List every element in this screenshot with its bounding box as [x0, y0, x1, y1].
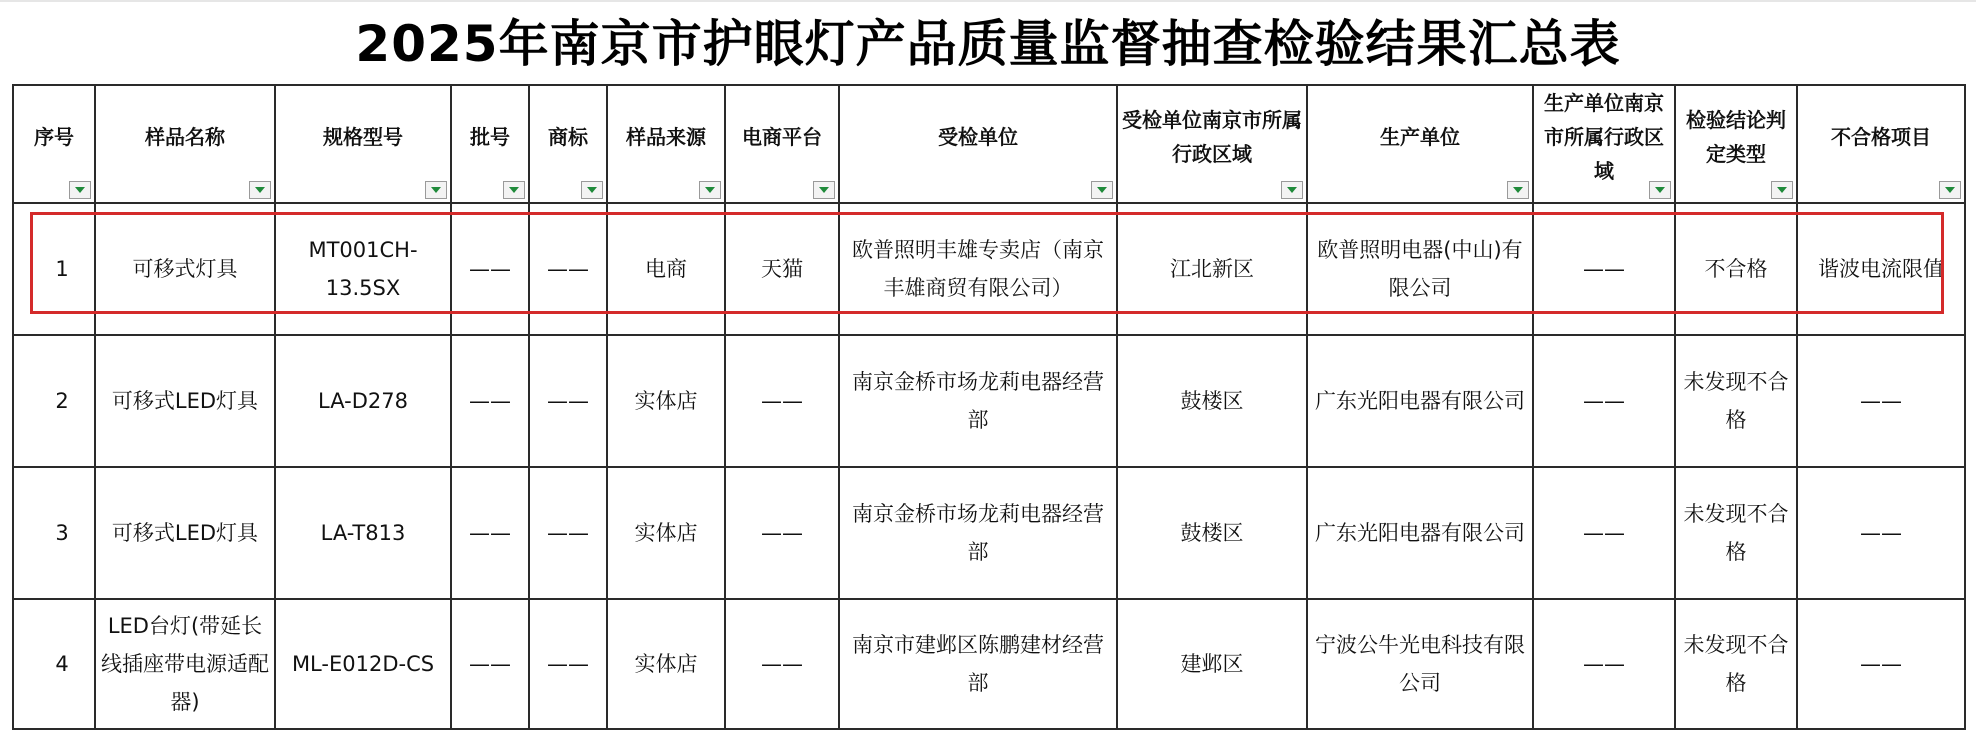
cell-inspected-unit[interactable]: 南京金桥市场龙莉电器经营部 — [839, 467, 1117, 599]
cell-model[interactable]: LA-D278 — [275, 335, 451, 467]
cell-index[interactable]: 3 — [13, 467, 95, 599]
cell-batch[interactable]: —— — [451, 467, 529, 599]
cell-manufacturer[interactable]: 欧普照明电器(中山)有限公司 — [1307, 203, 1533, 335]
cell-manufacturer[interactable]: 广东光阳电器有限公司 — [1307, 467, 1533, 599]
table-row[interactable] — [13, 335, 1965, 467]
filter-dropdown-icon[interactable] — [503, 181, 525, 199]
results-table — [12, 84, 1966, 730]
cell-batch[interactable]: —— — [451, 203, 529, 335]
cell-model[interactable]: MT001CH-13.5SX — [275, 203, 451, 335]
header-cell-sample-name: 样品名称 — [95, 85, 275, 203]
cell-trademark[interactable]: —— — [529, 203, 607, 335]
cell-source[interactable]: 实体店 — [607, 335, 725, 467]
cell-conclusion[interactable]: 未发现不合格 — [1675, 599, 1797, 729]
header-cell-inspected-district: 受检单位南京市所属行政区域 — [1117, 85, 1307, 203]
filter-dropdown-icon[interactable] — [699, 181, 721, 199]
cell-model[interactable]: ML-E012D-CS — [275, 599, 451, 729]
cell-inspected-district[interactable]: 江北新区 — [1117, 203, 1307, 335]
header-cell-manufacturer: 生产单位 — [1307, 85, 1533, 203]
cell-conclusion[interactable]: 未发现不合格 — [1675, 467, 1797, 599]
cell-inspected-district[interactable]: 鼓楼区 — [1117, 335, 1307, 467]
cell-batch[interactable]: —— — [451, 599, 529, 729]
cell-trademark[interactable]: —— — [529, 599, 607, 729]
cell-inspected-district[interactable]: 建邺区 — [1117, 599, 1307, 729]
cell-failed-items[interactable]: —— — [1797, 467, 1965, 599]
cell-platform[interactable]: 天猫 — [725, 203, 839, 335]
cell-conclusion[interactable]: 未发现不合格 — [1675, 335, 1797, 467]
cell-source[interactable]: 电商 — [607, 203, 725, 335]
header-cell-trademark: 商标 — [529, 85, 607, 203]
cell-platform[interactable]: —— — [725, 467, 839, 599]
header-cell-manufacturer-district: 生产单位南京市所属行政区域 — [1533, 85, 1675, 203]
filter-dropdown-icon[interactable] — [1091, 181, 1113, 199]
cell-failed-items[interactable]: —— — [1797, 599, 1965, 729]
filter-dropdown-icon[interactable] — [1281, 181, 1303, 199]
header-cell-batch: 批号 — [451, 85, 529, 203]
cell-failed-items[interactable]: 谐波电流限值 — [1797, 203, 1965, 335]
cell-sample-name[interactable]: 可移式LED灯具 — [95, 335, 275, 467]
cell-manufacturer-district[interactable]: —— — [1533, 203, 1675, 335]
cell-index[interactable]: 2 — [13, 335, 95, 467]
table-row[interactable] — [13, 467, 1965, 599]
document-title: 2025年南京市护眼灯产品质量监督抽查检验结果汇总表 — [355, 15, 1621, 73]
header-cell-index: 序号 — [13, 85, 95, 203]
filter-dropdown-icon[interactable] — [1939, 181, 1961, 199]
cell-trademark[interactable]: —— — [529, 467, 607, 599]
cell-sample-name[interactable]: 可移式LED灯具 — [95, 467, 275, 599]
cell-trademark[interactable]: —— — [529, 335, 607, 467]
filter-dropdown-icon[interactable] — [249, 181, 271, 199]
cell-platform[interactable]: —— — [725, 335, 839, 467]
filter-dropdown-icon[interactable] — [813, 181, 835, 199]
header-cell-failed-items: 不合格项目 — [1797, 85, 1965, 203]
cell-manufacturer-district[interactable]: —— — [1533, 335, 1675, 467]
table-row[interactable] — [13, 599, 1965, 729]
header-cell-inspected-unit: 受检单位 — [839, 85, 1117, 203]
header-row — [13, 85, 1965, 203]
cell-manufacturer-district[interactable]: —— — [1533, 599, 1675, 729]
cell-inspected-unit[interactable]: 南京金桥市场龙莉电器经营部 — [839, 335, 1117, 467]
cell-failed-items[interactable]: —— — [1797, 335, 1965, 467]
cell-manufacturer-district[interactable]: —— — [1533, 467, 1675, 599]
header-cell-source: 样品来源 — [607, 85, 725, 203]
cell-model[interactable]: LA-T813 — [275, 467, 451, 599]
header-cell-model: 规格型号 — [275, 85, 451, 203]
cell-sample-name[interactable]: LED台灯(带延长线插座带电源适配器) — [95, 599, 275, 729]
filter-dropdown-icon[interactable] — [1507, 181, 1529, 199]
cell-sample-name[interactable]: 可移式灯具 — [95, 203, 275, 335]
cell-manufacturer[interactable]: 广东光阳电器有限公司 — [1307, 335, 1533, 467]
cell-platform[interactable]: —— — [725, 599, 839, 729]
cell-index[interactable]: 1 — [13, 203, 95, 335]
filter-dropdown-icon[interactable] — [581, 181, 603, 199]
filter-dropdown-icon[interactable] — [1771, 181, 1793, 199]
filter-dropdown-icon[interactable] — [69, 181, 91, 199]
cell-inspected-unit[interactable]: 南京市建邺区陈鹏建材经营部 — [839, 599, 1117, 729]
cell-source[interactable]: 实体店 — [607, 467, 725, 599]
cell-batch[interactable]: —— — [451, 335, 529, 467]
cell-inspected-unit[interactable]: 欧普照明丰雄专卖店（南京丰雄商贸有限公司） — [839, 203, 1117, 335]
header-cell-conclusion: 检验结论判定类型 — [1675, 85, 1797, 203]
cell-conclusion[interactable]: 不合格 — [1675, 203, 1797, 335]
table-row[interactable] — [13, 203, 1965, 335]
header-cell-platform: 电商平台 — [725, 85, 839, 203]
filter-dropdown-icon[interactable] — [425, 181, 447, 199]
filter-dropdown-icon[interactable] — [1649, 181, 1671, 199]
cell-index[interactable]: 4 — [13, 599, 95, 729]
cell-manufacturer[interactable]: 宁波公牛光电科技有限公司 — [1307, 599, 1533, 729]
cell-source[interactable]: 实体店 — [607, 599, 725, 729]
cell-inspected-district[interactable]: 鼓楼区 — [1117, 467, 1307, 599]
